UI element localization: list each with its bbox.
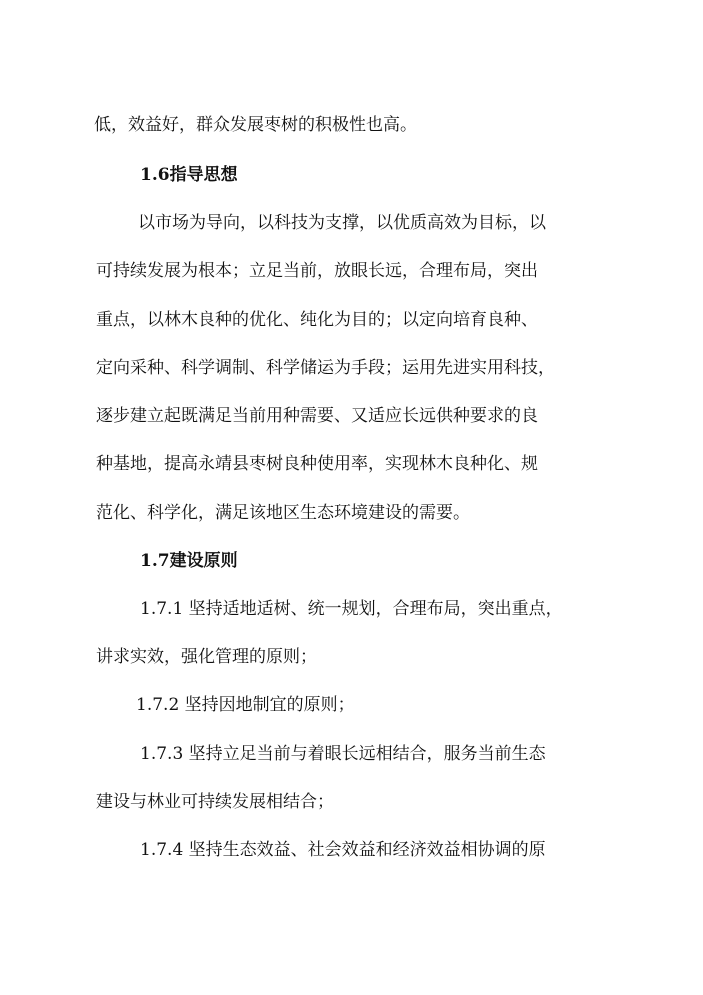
list-item-1-7-3: 1.7.3 坚持立足当前与着眼长远相结合，服务当前生态 <box>140 744 546 764</box>
paragraph-line: 以市场为导向，以科技为支撑，以优质高效为目标，以 <box>138 213 546 233</box>
paragraph-line: 定向采种、科学调制、科学储运为手段；运用先进实用科技， <box>96 358 555 378</box>
paragraph-line: 低，效益好，群众发展枣树的积极性也高。 <box>94 115 417 135</box>
list-item-1-7-4: 1.7.4 坚持生态效益、社会效益和经济效益相协调的原 <box>140 840 546 860</box>
paragraph-line: 范化、科学化，满足该地区生态环境建设的需要。 <box>96 503 470 523</box>
paragraph-line: 种基地，提高永靖县枣树良种使用率，实现林木良种化、规 <box>96 454 538 474</box>
list-item-1-7-1: 1.7.1 坚持适地适树、统一规划，合理布局，突出重点， <box>140 599 563 619</box>
paragraph-line: 重点，以林木良种的优化、纯化为目的；以定向培育良种、 <box>96 310 538 330</box>
list-item-1-7-2: 1.7.2 坚持因地制宜的原则； <box>136 695 355 715</box>
paragraph-line: 讲求实效，强化管理的原则； <box>96 647 317 667</box>
paragraph-line: 建设与林业可持续发展相结合； <box>96 792 334 812</box>
section-heading-1-6: 1.6指导思想 <box>140 165 238 185</box>
paragraph-line: 可持续发展为根本；立足当前，放眼长远，合理布局，突出 <box>96 261 538 281</box>
section-heading-1-7: 1.7建设原则 <box>140 551 238 571</box>
paragraph-line: 逐步建立起既满足当前用种需要、又适应长远供种要求的良 <box>96 406 538 426</box>
